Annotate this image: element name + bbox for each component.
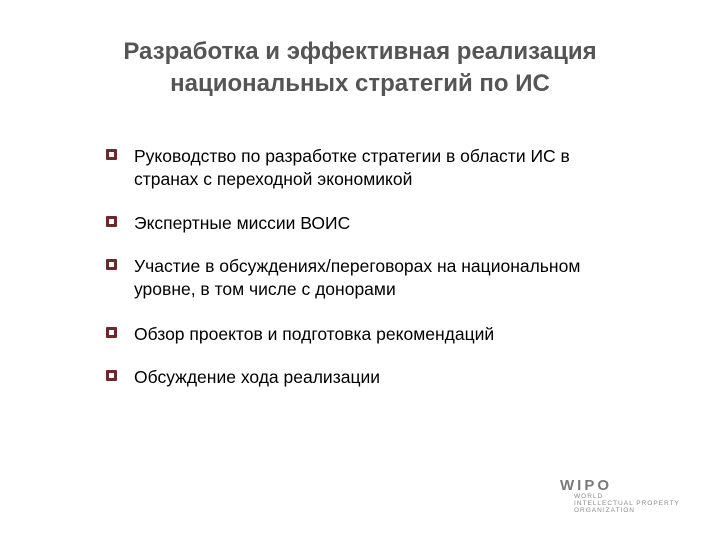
wipo-logo-line-2: INTELLECTUAL PROPERTY bbox=[574, 500, 680, 507]
bullet-item bbox=[106, 366, 686, 389]
wipo-logo-mark: WIPO bbox=[560, 477, 612, 494]
bullet-list bbox=[106, 145, 686, 389]
square-bullet-icon bbox=[106, 216, 117, 227]
bullet-text-line-1: Обсуждение хода реализации bbox=[134, 367, 381, 387]
bullet-text-line-1: Экспертные миссии ВОИС bbox=[134, 213, 351, 233]
bullet-text-line-1: Руководство по разработке стратегии в области ИС в bbox=[134, 146, 570, 166]
square-bullet-icon bbox=[106, 370, 117, 381]
bullet-text-line-1: Обзор проектов и подготовка рекомендаций bbox=[134, 324, 495, 344]
slide-title-line-1: Разработка и эффективная реализация bbox=[123, 38, 597, 65]
slide-title-line-2: национальных стратегий по ИС bbox=[170, 70, 550, 97]
slide-title bbox=[40, 36, 680, 100]
wipo-logo bbox=[560, 478, 700, 518]
square-bullet-icon bbox=[106, 259, 117, 270]
square-bullet-icon bbox=[106, 149, 117, 160]
bullet-item bbox=[106, 212, 686, 235]
bullet-text-line-2: странах с переходной экономикой bbox=[134, 169, 413, 189]
wipo-logo-line-1: WORLD bbox=[574, 493, 604, 500]
bullet-item bbox=[106, 145, 686, 191]
bullet-text-line-1: Участие в обсуждениях/переговорах на национальном bbox=[134, 256, 581, 276]
bullet-item bbox=[106, 323, 686, 346]
bullet-item bbox=[106, 255, 686, 301]
bullet-text-line-2: уровне, в том числе с донорами bbox=[134, 279, 396, 299]
square-bullet-icon bbox=[106, 327, 117, 338]
wipo-logo-line-3: ORGANIZATION bbox=[574, 507, 635, 514]
